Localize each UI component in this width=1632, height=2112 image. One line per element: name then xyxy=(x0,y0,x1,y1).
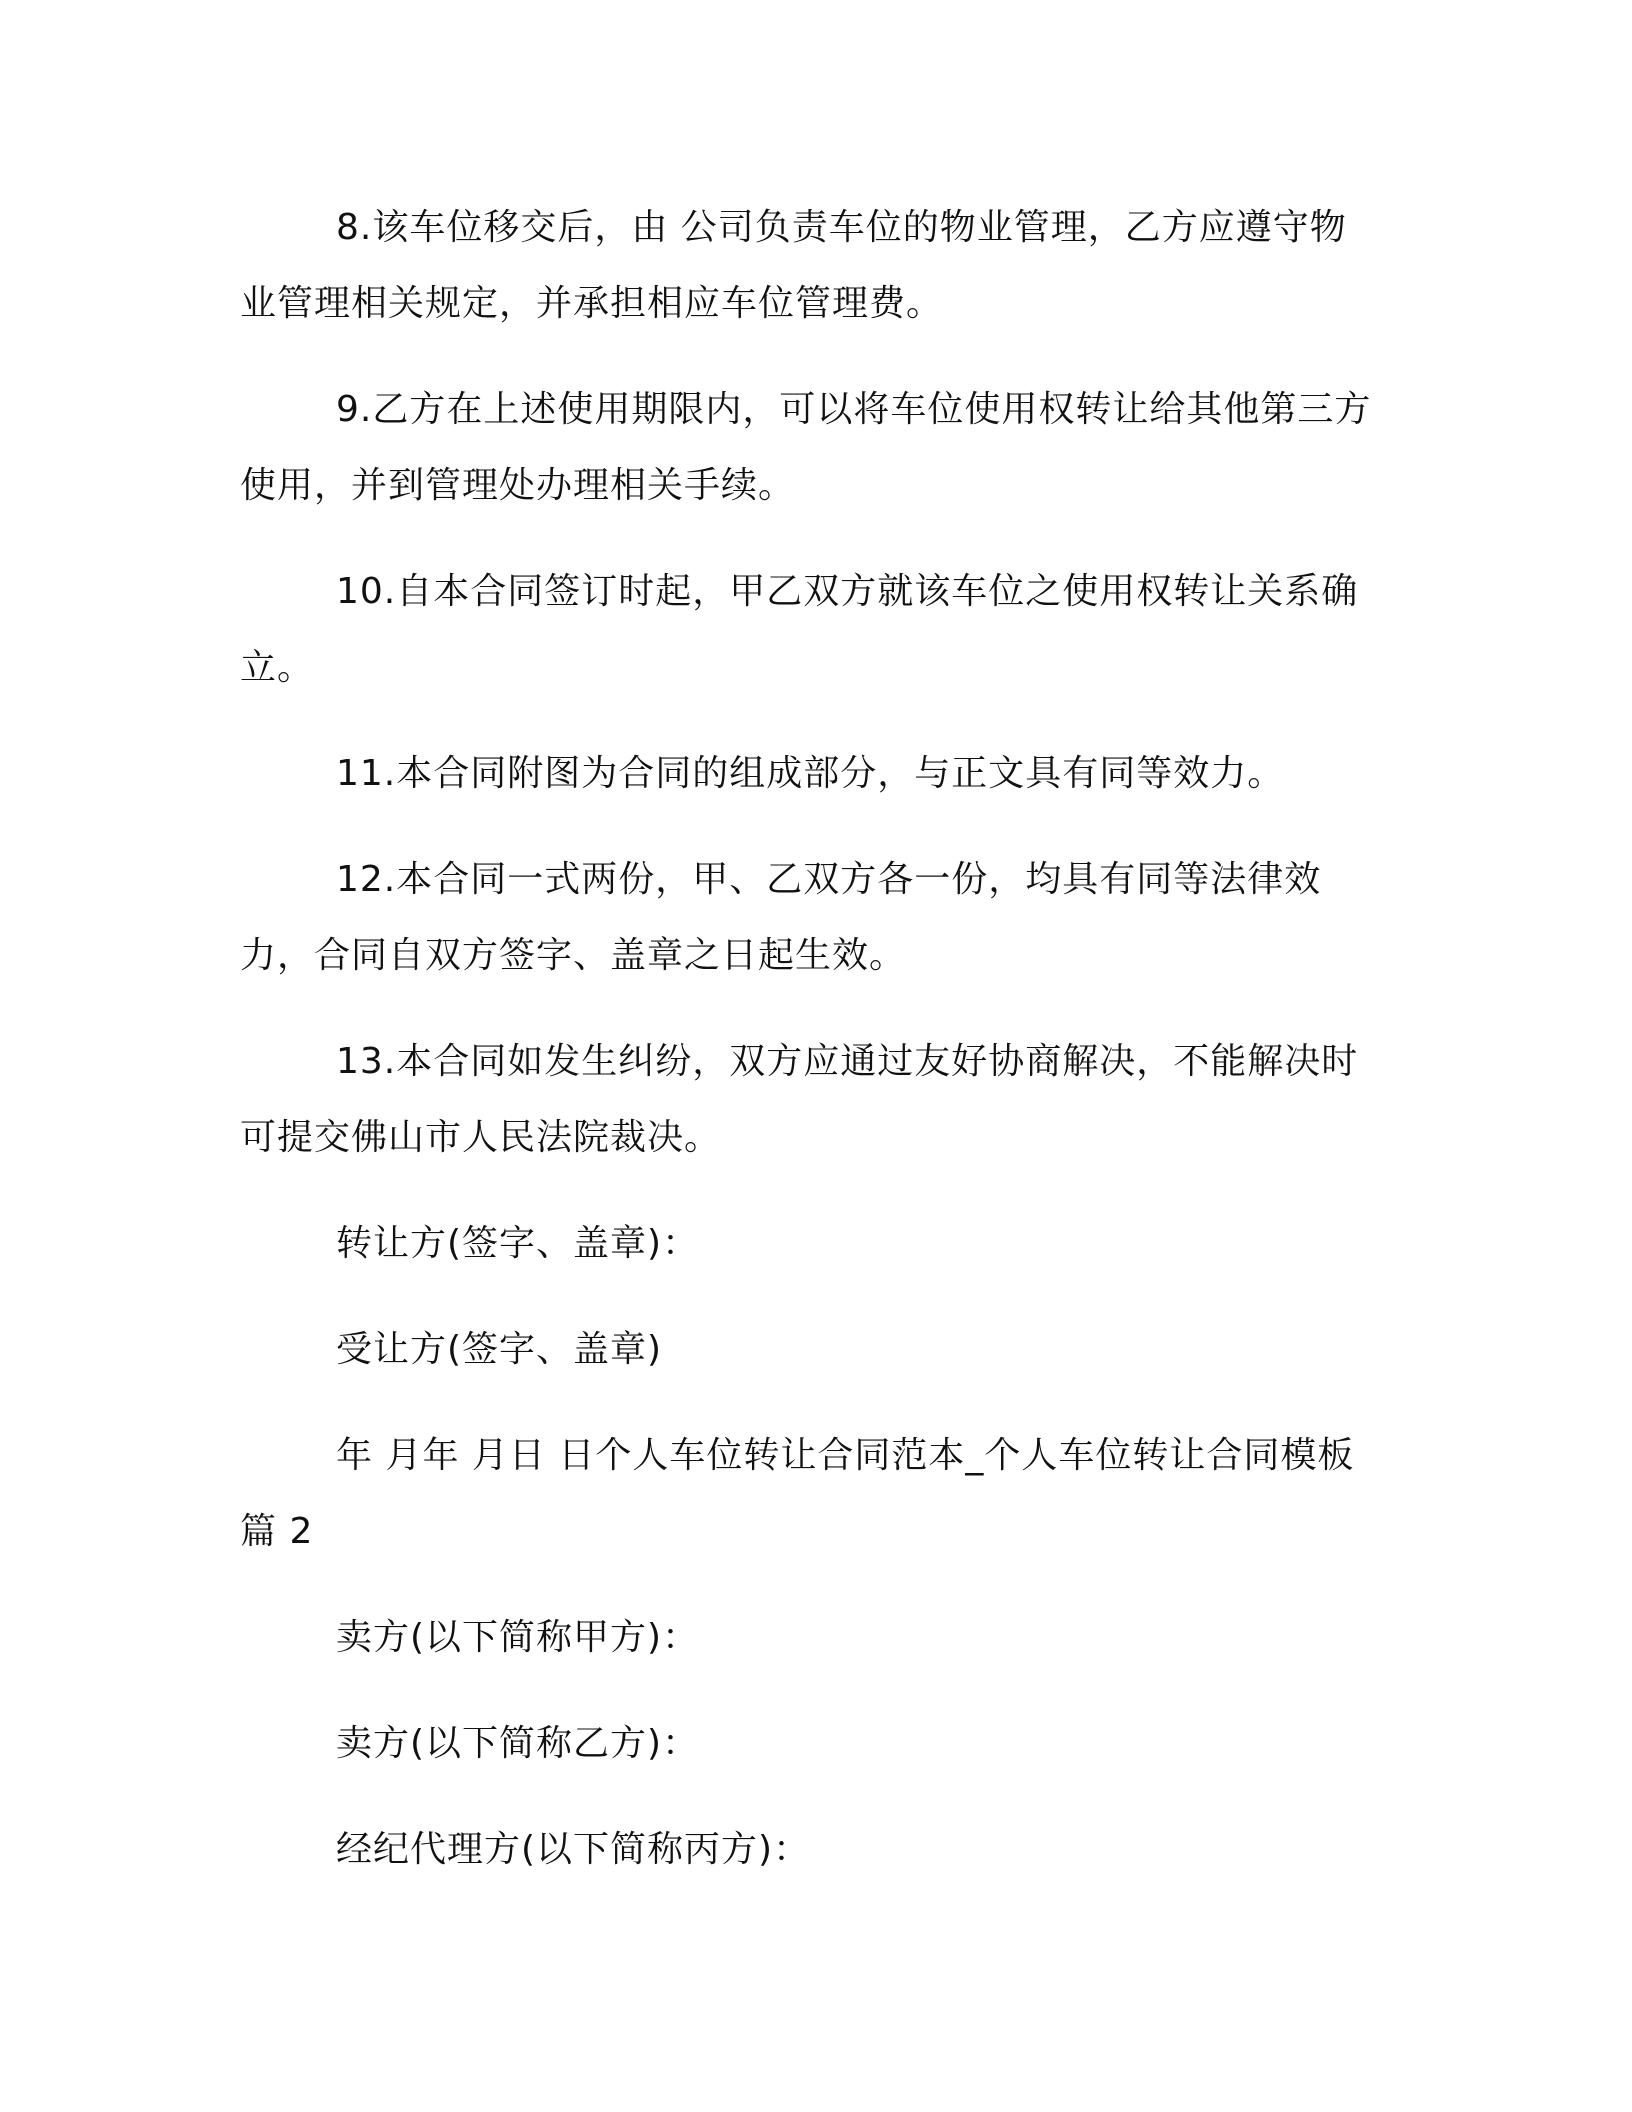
clause-13: 13.本合同如发生纠纷，双方应通过友好协商解决，不能解决时可提交佛山市人民法院裁决。 xyxy=(240,1041,1359,1158)
transferor-signature-line: 转让方(签字、盖章)： xyxy=(336,1223,700,1264)
party-a-line: 卖方(以下简称甲方)： xyxy=(336,1617,700,1658)
party-b-line: 卖方(以下简称乙方)： xyxy=(336,1723,700,1764)
clause-12: 12.本合同一式两份，甲、乙双方各一份，均具有同等法律效力，合同自双方签字、盖章之日起生效。 xyxy=(240,859,1322,976)
clause-9: 9.乙方在上述使用期限内，可以将车位使用权转让给其他第三方使用，并到管理处办理相关手续。 xyxy=(240,389,1372,506)
clause-10: 10.自本合同签订时起，甲乙双方就该车位之使用权转让关系确立。 xyxy=(240,571,1359,688)
document-body xyxy=(240,190,1380,1918)
agent-party-line: 经纪代理方(以下简称丙方)： xyxy=(336,1829,811,1870)
transferee-signature-line: 受让方(签字、盖章) xyxy=(336,1329,663,1370)
date-and-template-title: 年 月年 月日 日个人车位转让合同范本_个人车位转让合同模板篇 2 xyxy=(240,1435,1355,1552)
clause-11: 11.本合同附图为合同的组成部分，与正文具有同等效力。 xyxy=(336,753,1285,794)
clause-8: 8.该车位移交后，由 公司负责车位的物业管理，乙方应遵守物业管理相关规定，并承担相应车位管理费。 xyxy=(240,207,1347,324)
